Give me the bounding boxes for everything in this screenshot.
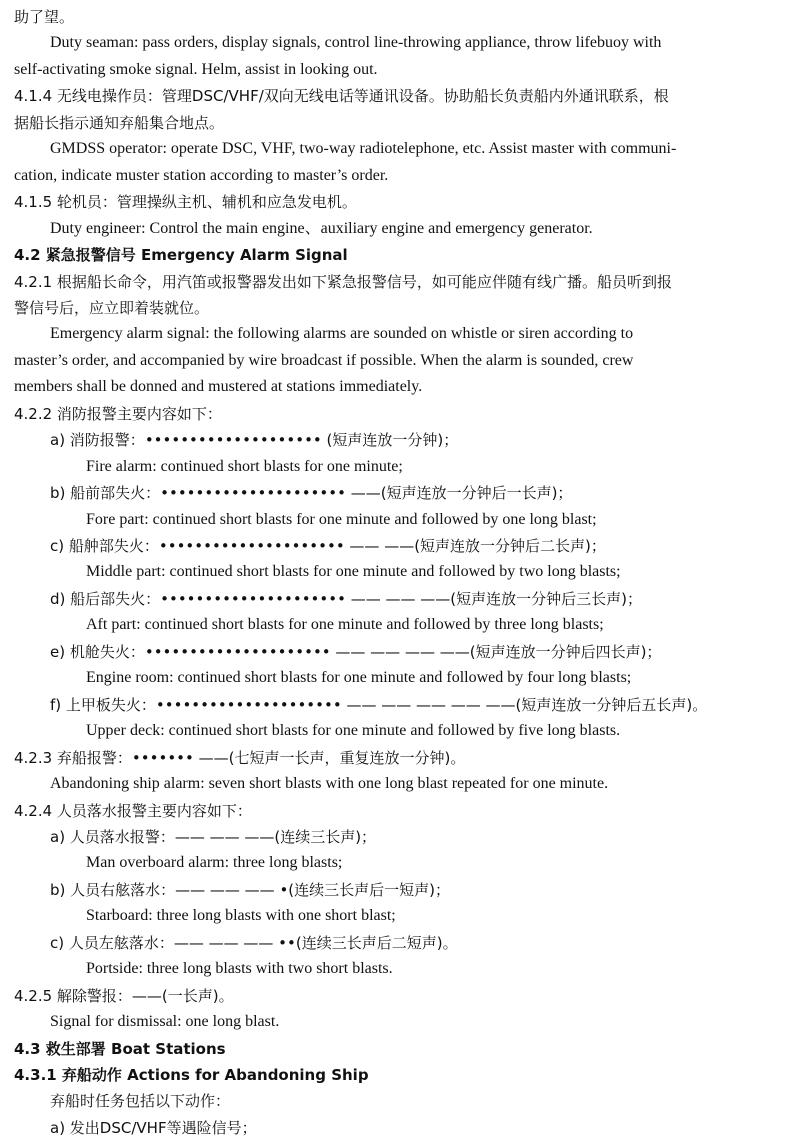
text-line: Starboard: three long blasts with one short blast;	[86, 907, 396, 925]
text-line: Abandoning ship alarm: seven short blasts with one long blast repeated for one minute.	[50, 775, 609, 793]
text-line: 据船长指示通知弃船集合地点。	[14, 113, 225, 132]
text-line: Fore part: continued short blasts for one minute and followed by one long blast;	[86, 510, 597, 528]
text-line: members shall be donned and mustered at stations immediately.	[14, 378, 423, 396]
text-line: self-activating smoke signal. Helm, assist in looking out.	[14, 60, 378, 78]
text-line: 4.2.2 消防报警主要内容如下：	[14, 404, 222, 423]
text-line: 警信号后，应立即着装就位。	[14, 298, 210, 317]
text-line: 4.3 救生部署 Boat Stations	[14, 1039, 226, 1058]
text-line: 4.1.4 无线电操作员：管理DSC/VHF/双向无线电话等通讯设备。协助船长负责船内外通讯联系，根	[14, 87, 669, 106]
text-line: a) 消防报警：•••••••••••••••••••• (短声连放一分钟)；	[50, 431, 459, 450]
text-line: Aft part: continued short blasts for one minute and followed by three long blasts;	[86, 616, 604, 634]
text-line: 4.2.1 根据船长命令，用汽笛或报警器发出如下紧急报警信号，如可能应伴随有线广播。船员听到报	[14, 272, 672, 291]
text-line: e) 机舱失火：••••••••••••••••••••• —— —— —— ——(短声连放一分钟后四长声)；	[50, 642, 662, 661]
text-line: Signal for dismissal: one long blast.	[50, 1013, 280, 1031]
text-line: 4.2 紧急报警信号 Emergency Alarm Signal	[14, 246, 348, 265]
text-line: Middle part: continued short blasts for one minute and followed by two long blasts;	[86, 563, 621, 581]
text-line: Man overboard alarm: three long blasts;	[86, 854, 343, 872]
text-line: 4.2.5 解除警报：——(一长声)。	[14, 986, 234, 1005]
text-line: Engine room: continued short blasts for one minute and followed by four long blasts;	[86, 669, 632, 687]
text-line: c) 船舯部失火：••••••••••••••••••••• —— ——(短声连放一分钟后二长声)；	[50, 537, 606, 555]
text-line: GMDSS operator: operate DSC, VHF, two-way radiotelephone, etc. Assist master with communi-	[50, 140, 677, 158]
text-line: c) 人员左舷落水：—— —— —— ••(连续三长声后二短声)。	[50, 933, 458, 952]
text-line: 弃船时任务包括以下动作：	[50, 1092, 231, 1111]
text-line: 4.3.1 弃船动作 Actions for Abandoning Ship	[14, 1066, 369, 1084]
text-line: 助了望。	[14, 8, 75, 26]
text-line: Duty seaman: pass orders, display signals, control line-throwing appliance, throw lifebuoy with	[50, 34, 662, 52]
text-line: d) 船后部失火：••••••••••••••••••••• —— —— ——(短声连放一分钟后三长声)；	[50, 589, 642, 608]
text-line: master’s order, and accompanied by wire broadcast if possible. When the alarm is sounded, crew	[14, 351, 634, 369]
text-line: 4.2.4 人员落水报警主要内容如下：	[14, 801, 252, 820]
text-line: 4.2.3 弃船报警：••••••• ——(七短声一长声，重复连放一分钟)。	[14, 748, 466, 767]
text-line: a) 人员落水报警：—— —— ——(连续三长声)；	[50, 827, 377, 846]
text-line: 4.1.5 轮机员：管理操纵主机、辅机和应急发电机。	[14, 193, 357, 212]
text-line: Emergency alarm signal: the following alarms are sounded on whistle or siren according to	[50, 325, 634, 343]
text-line: b) 船前部失火：••••••••••••••••••••• ——(短声连放一分钟后一长声)；	[50, 484, 573, 503]
text-line: b) 人员右舷落水：—— —— —— •(连续三长声后一短声)；	[50, 880, 450, 899]
text-line: f) 上甲板失火：••••••••••••••••••••• —— —— —— —— ——(短声连放一分钟后五长声)。	[50, 695, 708, 714]
text-line: Duty engineer: Control the main engine、auxiliary engine and emergency generator.	[50, 219, 593, 237]
text-line: a) 发出DSC/VHF等遇险信号；	[50, 1118, 257, 1137]
text-line: Portside: three long blasts with two short blasts.	[86, 960, 393, 978]
text-line: cation, indicate muster station according to master’s order.	[14, 166, 389, 184]
text-line: Upper deck: continued short blasts for one minute and followed by five long blasts.	[86, 722, 621, 740]
text-line: Fire alarm: continued short blasts for one minute;	[86, 457, 403, 475]
